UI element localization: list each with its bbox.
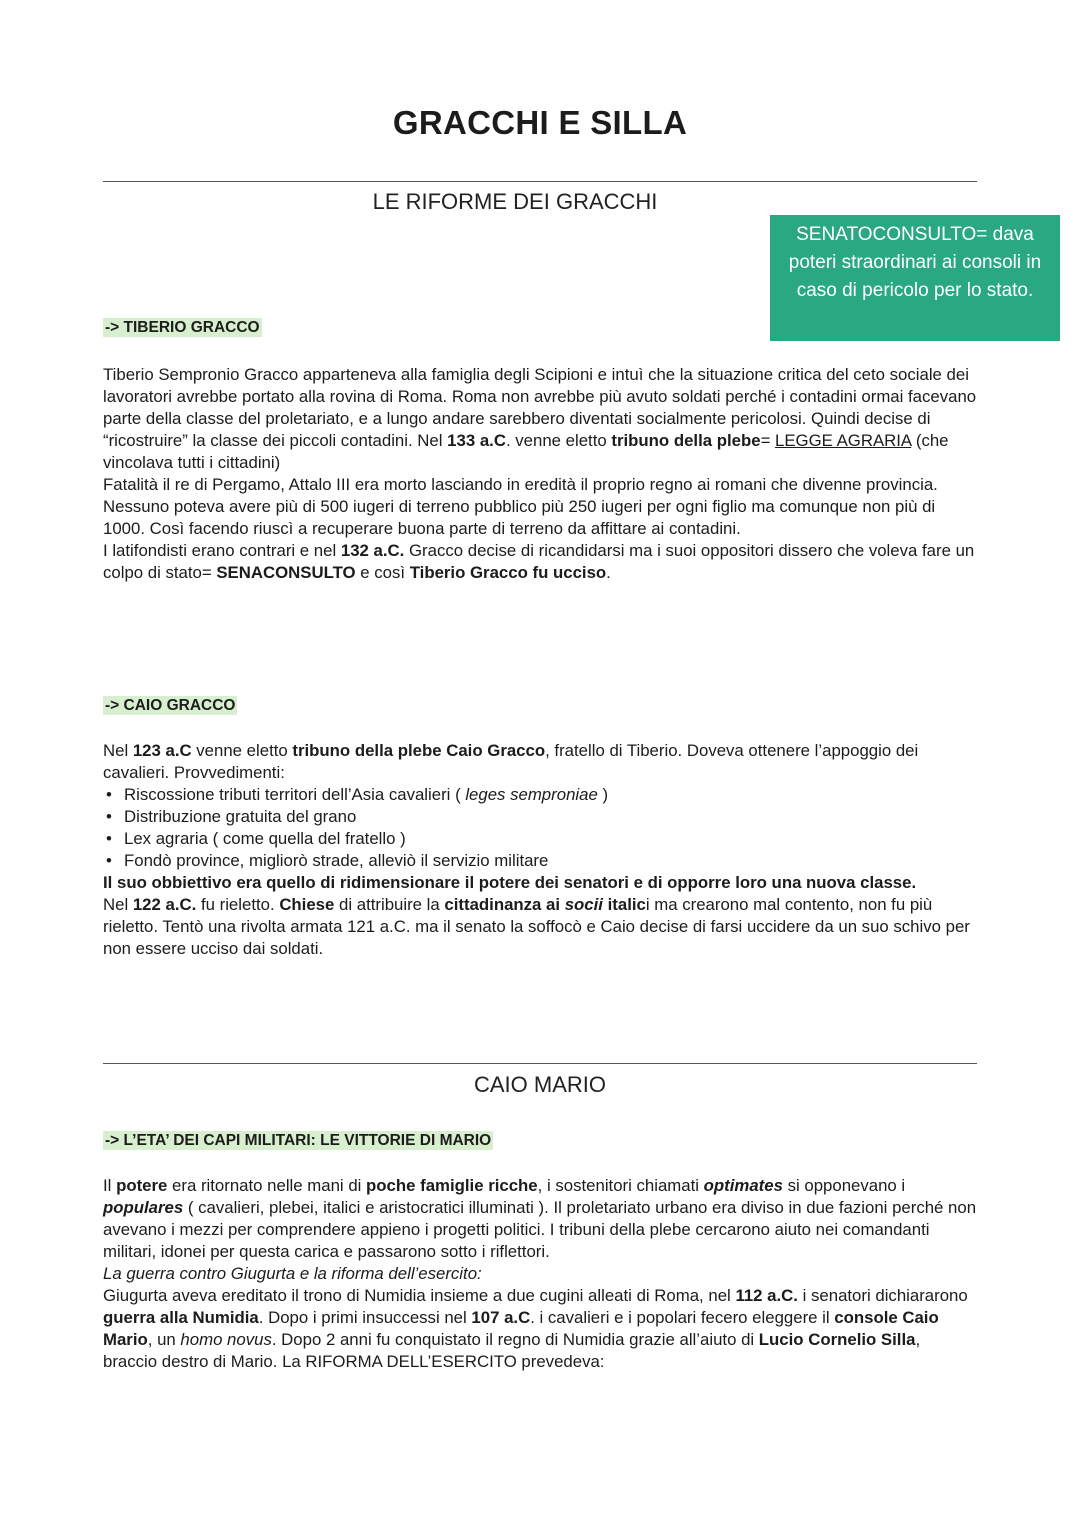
list-item: • Riscossione tributi territori dell’Asia cavalieri ( leges semproniae ) (103, 784, 977, 806)
divider-rule (103, 1063, 977, 1064)
tiberio-text (103, 364, 977, 584)
paragraph: Fatalità il re di Pergamo, Attalo III era morto lasciando in eredità il proprio regno ai romani che divenne provincia. (103, 475, 938, 494)
list-item: • Distribuzione gratuita del grano (103, 806, 977, 828)
divider-rule (103, 181, 977, 182)
provvedimenti-list (103, 784, 977, 872)
caio-text (103, 740, 977, 960)
subheading-tiberio: -> TIBERIO GRACCO (105, 319, 260, 336)
subheading-caio: -> CAIO GRACCO (105, 697, 236, 714)
document-title: GRACCHI E SILLA (392, 104, 688, 141)
paragraph: Nessuno poteva avere più di 500 iugeri di terreno pubblico più 250 iugeri per ogni figlio ma comunque non più di 1000. Così facendo riuscì a recuperare buona parte di terreno da affittare ai contadini. (103, 497, 936, 538)
mario-text (103, 1175, 977, 1373)
paragraph: Nel 122 a.C. fu rieletto. Chiese di attribuire la cittadinanza ai socii italici ma crearono mal contento, non fu più rieletto. Tentò una rivolta armata 121 a.C. ma il senato la soffocò e Caio decise di farsi uccidere da un suo schivo per non essere ucciso dai soldati. (103, 895, 970, 958)
paragraph: Tiberio Sempronio Gracco apparteneva alla famiglia degli Scipioni e intuì che la situazione critica del ceto sociale dei lavoratori avrebbe portato alla rovina di Roma. Roma non avrebbe più avuto soldati perché i contadini ormai facevano parte della classe del proletariato, e a lungo andare sarebbero diventati socialmente pericolosi. Quindi decise di “ricostruire” la classe dei piccoli contadini. Nel 133 a.C. venne eletto tribuno della plebe= LEGGE AGRARIA (che vincolava tutti i cittadini) (103, 365, 977, 472)
paragraph: I latifondisti erano contrari e nel 132 a.C. Gracco decise di ricandidarsi ma i suoi oppositori dissero che voleva fare un colpo di stato= SENACONSULTO e così Tiberio Gracco fu ucciso. (103, 541, 975, 582)
list-item: • Lex agraria ( come quella del fratello ) (103, 828, 977, 850)
paragraph: Giugurta aveva ereditato il trono di Numidia insieme a due cugini alleati di Roma, nel 112 a.C. i senatori dichiararono guerra alla Numidia. Dopo i primi insuccessi nel 107 a.C. i cavalieri e i popolari fecero eleggere il console Caio Mario, un homo novus. Dopo 2 anni fu conquistato il regno di Numidia grazie all’aiuto di Lucio Cornelio Silla, braccio destro di Mario. La RIFORMA DELL’ESERCITO prevedeva: (103, 1286, 968, 1371)
paragraph: Nel 123 a.C venne eletto tribuno della plebe Caio Gracco, fratello di Tiberio. Doveva ottenere l’appoggio dei cavalieri. Provvedimenti: (103, 741, 919, 782)
section-title-mario: CAIO MARIO (473, 1072, 606, 1097)
subheading-mario: -> L’ETA’ DEI CAPI MILITARI: LE VITTORIE DI MARIO (105, 1132, 492, 1149)
section-title-riforme: LE RIFORME DEI GRACCHI (372, 189, 658, 214)
paragraph: Il suo obbiettivo era quello di ridimensionare il potere dei senatori e di opporre loro una nuova classe. (103, 873, 917, 892)
paragraph: La guerra contro Giugurta e la riforma dell’esercito: (103, 1264, 482, 1283)
paragraph: Il potere era ritornato nelle mani di poche famiglie ricche, i sostenitori chiamati optimates si opponevano i populares ( cavalieri, plebei, italici e aristocratici illuminati ). Il proletariato urbano era diviso in due fazioni perché non avevano i mezzi per comprendere appieno i progetti politici. I tribuni della plebe cercarono aiuto nei comandanti militari, idonei per questa carica e passarono sotto i riflettori. (103, 1176, 977, 1261)
list-item: • Fondò province, migliorò strade, alleviò il servizio militare (103, 850, 977, 872)
senatoconsulto-callout: SENATOCONSULTO= dava poteri straordinari ai consoli in caso di pericolo per lo stato. (770, 215, 1060, 341)
